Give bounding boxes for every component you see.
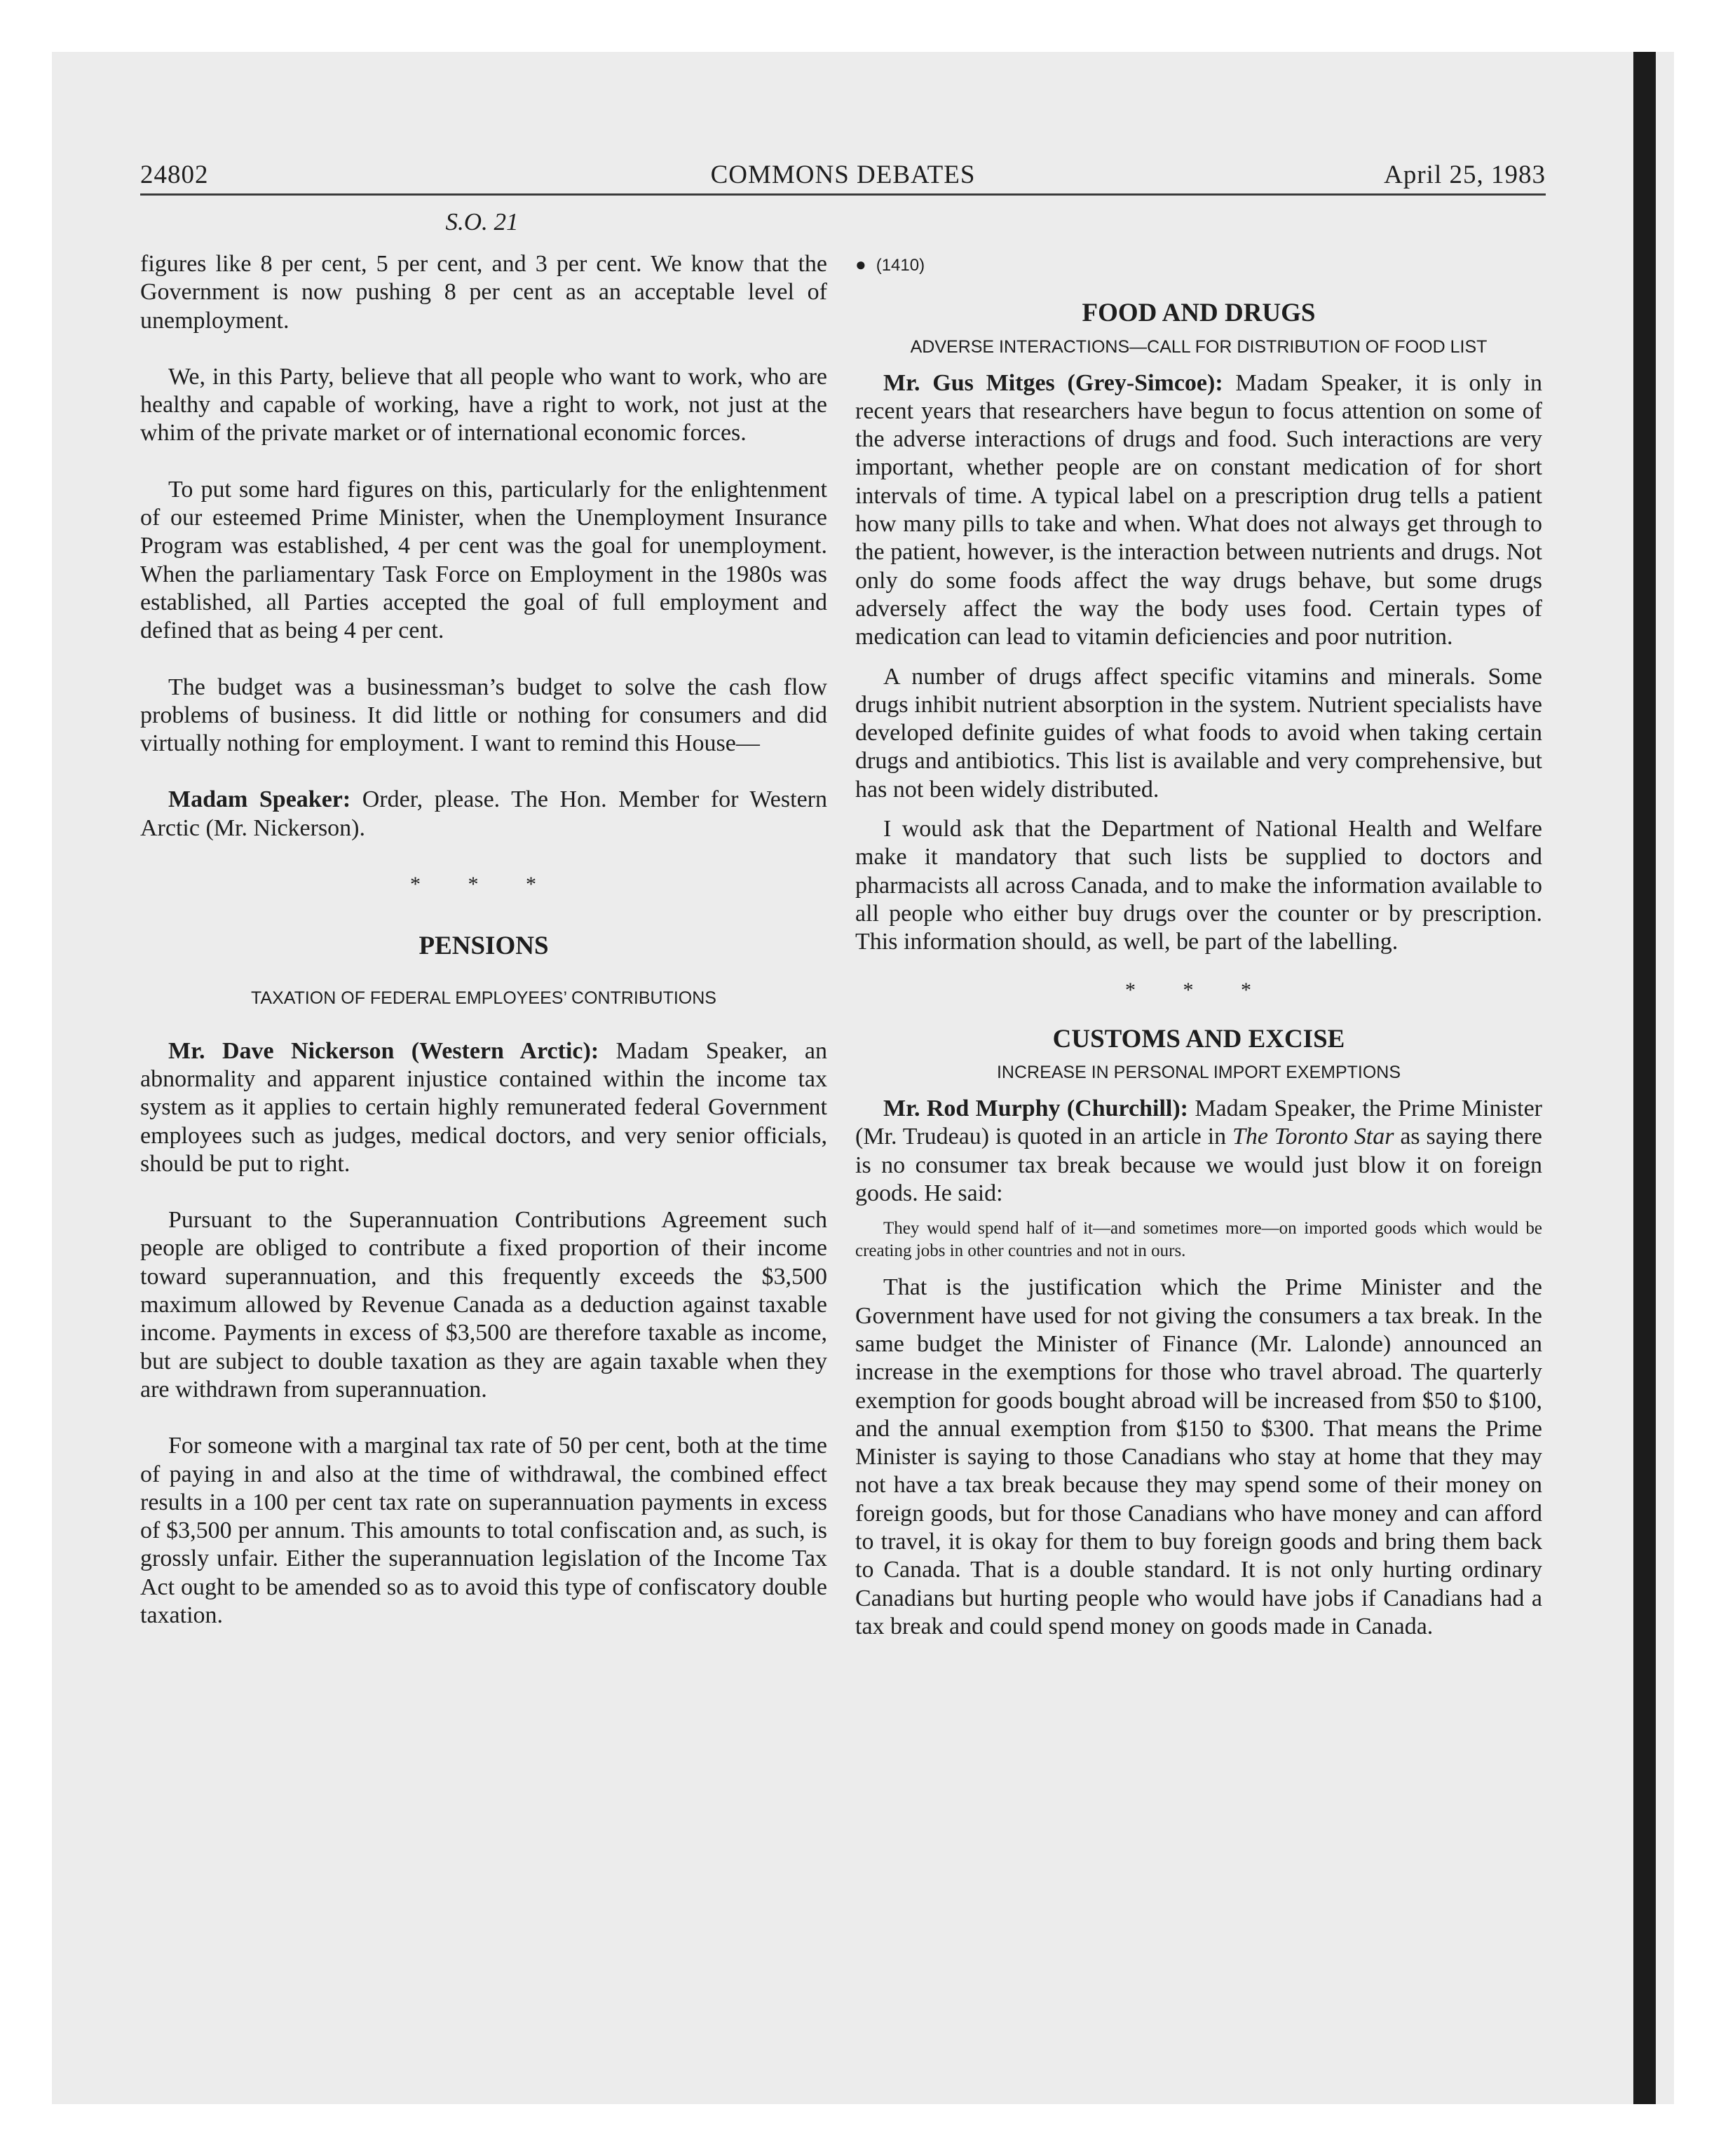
speech-text: Madam Speaker, it is only in recent years that researchers have begun to focus attention on some of the adverse interactions of drugs and food. Such interactions are very important, whether people are on constant medication of for short intervals of time. A typical label on a prescription drug tells a patient how many pills to take and when. What does not always get through to the patient, however, is the interaction between nutrients and drugs. Not only do some foods affect the way drugs behave, but some drugs adversely affect the way the body uses food. Certain types of medication can lead to vitamin deficiencies and poor nutrition. bbox=[855, 369, 1542, 650]
speech-paragraph bbox=[855, 1095, 1542, 1208]
paragraph: Pursuant to the Superannuation Contributions Agreement such people are obliged to contribute a fixed proportion of their income toward superannuation, and this frequently exceeds the $3,500 maximum allowed by Revenue Canada as a deduction against taxable income. Payments in excess of $3,500 are therefore taxable as income, but are subject to double taxation as they are again taxable when they are withdrawn from superannuation. bbox=[140, 1207, 827, 1403]
paragraph: We, in this Party, believe that all people who want to work, who are healthy and capable of working, have a right to work, not just at the whim of the private market or of international economic forces. bbox=[140, 363, 827, 446]
subject-heading: CUSTOMS AND EXCISE bbox=[1052, 1024, 1345, 1053]
speech-text: Madam Speaker, the Prime Minister (Mr. Trudeau) is quoted in an article in bbox=[855, 1096, 1543, 1150]
speech-paragraph bbox=[140, 1037, 827, 1178]
speech-paragraph bbox=[855, 369, 1542, 652]
subject-subheading: ADVERSE INTERACTIONS—CALL FOR DISTRIBUTION OF FOOD LIST bbox=[910, 336, 1488, 357]
page-edge-shadow bbox=[1633, 52, 1656, 2104]
section-separator: * * * bbox=[1125, 978, 1272, 1002]
time-stamp-text: (1410) bbox=[876, 256, 925, 275]
paragraph: That is the justification which the Prime Minister and the Government have used for not giving the consumers a tax break. In the same budget the Minister of Finance (Mr. Lalonde) announced an increase in the exemptions for those who travel abroad. The quarterly exemption for goods bought abroad will be increased from $50 to $100, and the annual exemption from $150 to $300. That means the Prime Minister is saying to those Canadians who stay at home that they may not have a tax break because they may spend some of their money on foreign goods, but for those Canadians who have money and can afford to travel, it is okay for them to buy foreign goods and bring them back to Canada. That is a double standard. It is not only hurting ordinary Canadians but hurting people who would have jobs if Canadians had a tax break and could spend money on goods made in Canada. bbox=[855, 1274, 1542, 1639]
left-column bbox=[140, 250, 827, 1630]
publication-title: COMMONS DEBATES bbox=[710, 161, 976, 189]
paragraph: The budget was a businessman’s budget to solve the cash flow problems of business. It did little or nothing for consumers and did virtually nothing for employment. I want to remind this House— bbox=[140, 674, 827, 757]
right-column bbox=[855, 250, 1542, 1641]
paragraph: A number of drugs affect specific vitamins and minerals. Some drugs inhibit nutrient absorption in the system. Nutrient specialists have developed definite guides of what foods to avoid when taking certain drugs and antibiotics. This list is available and very comprehensive, but has not been widely distributed. bbox=[855, 663, 1542, 803]
newspaper-title: The Toronto Star bbox=[1232, 1124, 1394, 1150]
paragraph: For someone with a marginal tax rate of 50 per cent, both at the time of paying in and also at the time of withdrawal, the combined effect results in a 100 per cent tax rate on superannuation payments in excess of $3,500 per annum. This amounts to total confiscation and, as such, is grossly unfair. Either the superannuation legislation of the Income Tax Act ought to be amended so as to avoid this type of confiscatory double taxation. bbox=[140, 1433, 827, 1628]
speaker-name: Mr. Rod Murphy (Churchill): bbox=[883, 1096, 1189, 1122]
speech-text: Order, please. The Hon. Member for Western Arctic (Mr. Nickerson). bbox=[140, 786, 827, 841]
running-header bbox=[140, 160, 1546, 196]
subject-subheading: TAXATION OF FEDERAL EMPLOYEES’ CONTRIBUTIONS bbox=[251, 988, 716, 1008]
block-quote: They would spend half of it—and sometimes more—on imported goods which would be creating jobs in other countries and not in ours. bbox=[855, 1219, 1542, 1261]
bullet-icon: ● bbox=[855, 254, 866, 275]
time-stamp bbox=[855, 250, 1542, 280]
subject-heading: PENSIONS bbox=[419, 932, 549, 961]
speech-text: as saying there is no consumer tax break because we would just blow it on foreign goods. He said: bbox=[855, 1124, 1542, 1207]
subject-heading: FOOD AND DRUGS bbox=[1082, 299, 1316, 328]
paragraph: I would ask that the Department of National Health and Welfare make it mandatory that such lists be supplied to doctors and pharmacists all across Canada, and to make the information available to all people who either buy drugs over the counter or by prescription. This information should, as well, be part of the labelling. bbox=[855, 816, 1542, 955]
speaker-name: Mr. Gus Mitges (Grey-Simcoe): bbox=[883, 369, 1223, 396]
subject-subheading: INCREASE IN PERSONAL IMPORT EXEMPTIONS bbox=[996, 1063, 1401, 1083]
standing-order-rubric: S.O. 21 bbox=[445, 208, 519, 236]
paragraph: To put some hard figures on this, particularly for the enlightenment of our esteemed Prime Minister, when the Unemployment Insurance Program was established, 4 per cent was the goal for unemployment. When the parliamentary Task Force on Employment in the 1980s was established, all Parties accepted the goal of full employment and defined that as being 4 per cent. bbox=[140, 476, 827, 644]
page-number: 24802 bbox=[140, 161, 209, 189]
header-date: April 25, 1983 bbox=[1384, 161, 1546, 189]
speaker-name: Mr. Dave Nickerson (Western Arctic): bbox=[168, 1037, 599, 1064]
speaker-name: Madam Speaker: bbox=[168, 786, 351, 813]
paragraph: figures like 8 per cent, 5 per cent, and 3 per cent. We know that the Government is now pushing 8 per cent as an acceptable level of unemployment. bbox=[140, 251, 827, 334]
speech-paragraph bbox=[140, 786, 827, 842]
speech-text: Madam Speaker, an abnormality and apparent injustice contained within the income tax system as it applies to certain highly remunerated federal Government employees such as judges, medical doctors, and very senior officials, should be put to right. bbox=[140, 1037, 827, 1177]
section-separator: * * * bbox=[410, 873, 557, 896]
